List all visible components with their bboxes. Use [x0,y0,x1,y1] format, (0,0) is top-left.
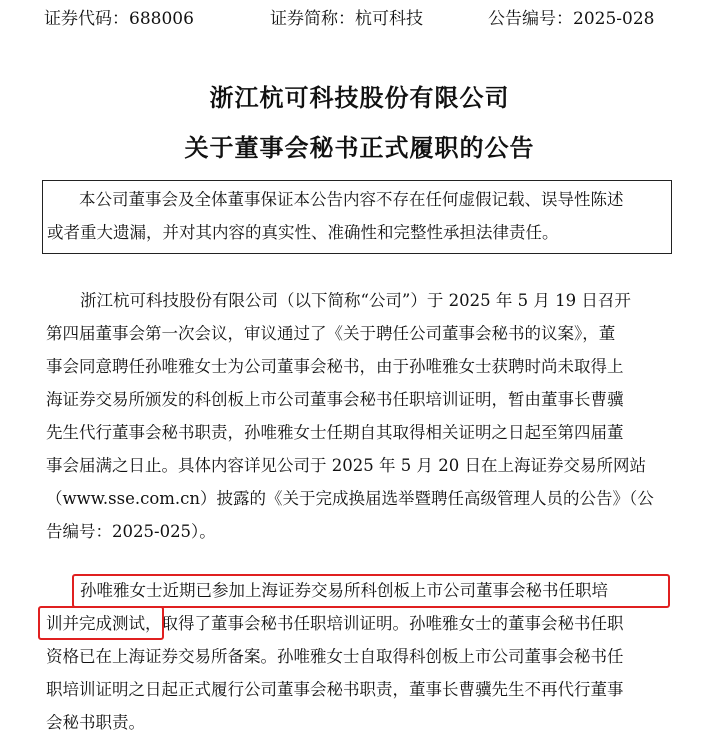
security-abbreviation: 证券简称：杭可科技 [270,9,423,29]
paragraph-line: 浙江杭可科技股份有限公司（以下简称“公司”）于 2025 年 5 月 19 日召开 [80,291,631,310]
paragraph-line: 训并完成测试，取得了董事会秘书任职培训证明。孙唯雅女士的董事会秘书任职 [46,614,624,633]
paragraph-line: 事会届满之日止。具体内容详见公司于 2025 年 5 月 20 日在上海证券交易所网站 [46,456,646,475]
announcement-number: 公告编号：2025-028 [488,9,655,29]
paragraph-line: 资格已在上海证券交易所备案。孙唯雅女士自取得科创板上市公司董事会秘书任 [46,647,624,666]
paragraph-line: 第四届董事会第一次会议，审议通过了《关于聘任公司董事会秘书的议案》，董 [46,324,616,343]
highlight-box [72,574,670,608]
paragraph-line: 事会同意聘任孙唯雅女士为公司董事会秘书，由于孙唯雅女士获聘时尚未取得上 [46,357,624,376]
disclaimer-line: 本公司董事会及全体董事保证本公告内容不存在任何虚假记载、误导性陈述 [79,190,624,209]
paragraph-line: 孙唯雅女士近期已参加上海证券交易所科创板上市公司董事会秘书任职培 [80,581,608,600]
paragraph-line: 告编号：2025-025）。 [46,522,216,541]
document-header [0,6,719,32]
highlight-box [38,606,164,640]
company-title: 浙江杭可科技股份有限公司 [209,84,510,112]
paragraph-line: 先生代行董事会秘书职责，孙唯雅女士任期自其取得相关证明之日起至第四届董 [46,423,624,442]
disclaimer-box [42,180,672,254]
security-code: 证券代码：688006 [44,9,194,29]
paragraph-line: 海证券交易所颁发的科创板上市公司董事会秘书任职培训证明，暂由董事长曹骥 [46,390,624,409]
announcement-title: 关于董事会秘书正式履职的公告 [184,134,535,162]
paragraph-line: 会秘书职责。 [46,713,145,732]
paragraph-line: （www.sse.com.cn）披露的《关于完成换届选举暨聘任高级管理人员的公告》（公 [46,489,654,508]
paragraph-line: 职培训证明之日起正式履行公司董事会秘书职责，董事长曹骥先生不再代行董事 [46,680,624,699]
disclaimer-line: 或者重大遗漏，并对其内容的真实性、准确性和完整性承担法律责任。 [47,223,559,242]
